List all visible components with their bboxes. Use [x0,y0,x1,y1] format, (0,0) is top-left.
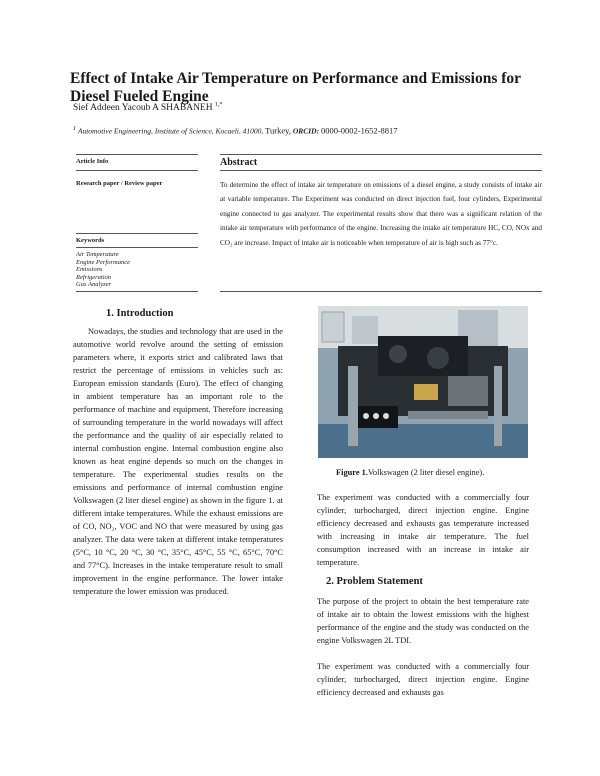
article-info-bottom-rule [76,170,198,171]
author-name: Sief Addeen Yacoub A SHABANEH [73,103,213,114]
right-column-paragraph-3: The experiment was conducted with a commercially four cylinder, turbocharged, direct injection engine. Engine efficiency decreased and exhausts gas [317,662,529,697]
right-column-paragraph-2: The purpose of the project to obtain the best temperature rate of intake air to obtain the lowest emissions with the highest performance of the engine and the study was conducted on the engine Volkswagen 2L TDI. [317,597,529,645]
keyword-item: Emissions [76,266,103,273]
abstract-heading: Abstract [220,157,258,168]
section-heading-introduction: 1. Introduction [106,308,174,319]
section-heading-problem-statement: 2. Problem Statement [326,576,423,587]
orcid-id[interactable]: 0000-0002-1652-8817 [320,125,398,136]
figure-caption-label: Figure 1. [336,468,368,477]
engine-photo [318,306,528,458]
abstract-end-rule [220,291,542,292]
affiliation-superscript: 1 [73,125,77,132]
article-info-heading: Article Info [76,158,109,165]
keyword-item: Air Temperature [76,251,119,258]
article-type: Research paper / Review paper [76,180,163,187]
keywords-top-rule [76,233,198,234]
figure-caption [336,468,484,477]
figure-caption-text: Volkswagen (2 liter diesel engine). [367,468,485,477]
affiliation-text: Automotive Engineering, Institute of Science, Kocaeli, 41000, [77,126,264,136]
keyword-item: Gas Analyzer [76,281,112,288]
introduction-text: Nowadays, the studies and technology that are used in the automotive world revolve around the setting of emission parameters where, it exports strict and calibrated laws that restrict the percentage of emissions in vehicles such as: European emission standards (Euro). The effect of changing in ambient temperature has an important role to the performance of machine and equipment. Therefore increasing of surrounding temperature in the world nowadays will affect the performance and the quality of air especially related to internal combustion engine. Internal combustion engine also known as heat engine depends so much on the changes in temperature. The experimental studies results on the emissions and performance of internal combustion engine Volkswagen (2 liter diesel engine) as shown in the figure 1. at different intake temperatures. While the exhaust emissions are of CO, NO₂, VOC and NO that were measured by using gas analyzer. The data were taken at different intake temperatures (5°C, 10 °C, 20 °C, 30 °C, 35°C, 45°C, 55 °C, 65°C, 70°C and 77°C). Increases in the intake temperature result to small improvement in the engine performance. The lower intake temperature the lower emission was produced. [73,327,283,596]
abstract-text: To determine the effect of intake air temperature on emissions of a diesel engine, a study consists of intake air at variable temperature. The Experiment was conducted on direct injection fuel, four cylinders, Experimental engine connected to gas analyzer. The experimental results show that there was a significant relation of the intake air temperature with performance of the engine. Increasing the intake air temperature HC, CO, NOx and CO₂ are increase. Impact of intake air is noticeable when temperature of air is high such as 77°c. [220,181,542,247]
keywords-list [76,251,130,289]
abstract-top-rule [220,154,542,155]
keyword-item: Refrigeration [76,273,112,281]
keyword-item: Engine Performance [76,258,130,266]
affiliation-country: Turkey, [265,125,291,136]
right-column-paragraph-1: The experiment was conducted with a commercially four cylinder, turbocharged, direct injection engine. Engine efficiency decreased and exhausts gas temperature increased with increasing in intake air temperature. The fuel consumption increased with an increase in intake air temperature. [317,493,529,567]
abstract-bottom-rule [220,170,542,171]
affiliation-line [73,125,397,136]
keywords-bottom-rule [76,247,198,248]
paper-title: Effect of Intake Air Temperature on Performance and Emissions for Diesel Fueled Engine [70,70,521,105]
article-info-top-rule [76,154,198,155]
orcid-label: ORCID: [292,126,320,136]
keywords-end-rule [76,291,198,292]
keywords-heading: Keywords [76,237,105,244]
author-line [73,102,222,113]
author-superscript: 1,* [214,102,223,108]
